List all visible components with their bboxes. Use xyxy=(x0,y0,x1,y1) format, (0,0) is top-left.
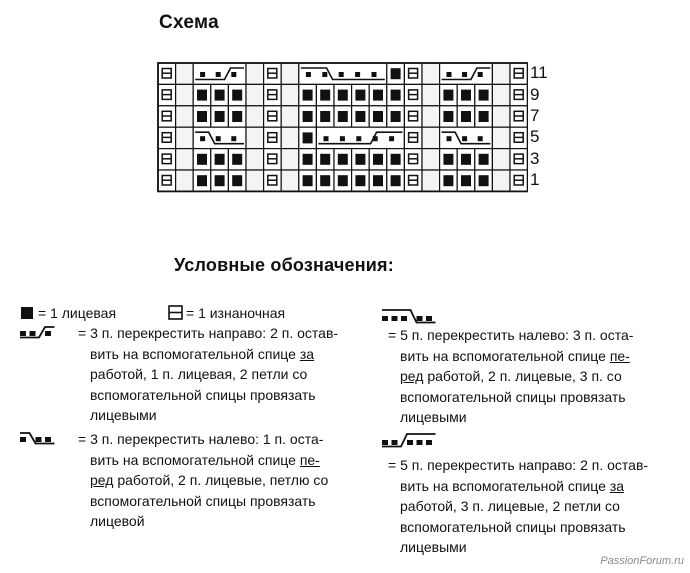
knit-cell-row-7 xyxy=(228,106,246,127)
purl-cell-row-11 xyxy=(510,63,528,84)
knit-cell-row-9 xyxy=(334,84,352,105)
gap-cell-row-1 xyxy=(246,170,264,191)
gap-cell-row-11 xyxy=(492,63,510,84)
knit-cell-row-7 xyxy=(316,106,334,127)
cross3-right-icon xyxy=(18,325,78,346)
gap-cell-row-5 xyxy=(246,127,264,148)
legend-cross3-left: = 3 п. перекрестить налево: 1 п. оста- вить на вспомогательной спице пе- ред работой, 2 п. лицевые, петлю со вспомогательной спицы провязать лицевой xyxy=(78,431,329,529)
cable-cross-c3r-row-11 xyxy=(193,63,246,84)
gap-cell-row-11 xyxy=(422,63,440,84)
legend-cross5-right: = 5 п. перекрестить направо: 2 п. остав- вить на вспомогательной спице за работой, 3 п. лицевые, 2 петли со вспомогательной спицы провязать лицевыми xyxy=(388,457,649,555)
gap-cell-row-5 xyxy=(492,127,510,148)
purl-cell-row-7 xyxy=(264,106,282,127)
knit-cell-row-1 xyxy=(316,170,334,191)
gap-cell-row-3 xyxy=(246,149,264,170)
knit-cell-row-3 xyxy=(334,149,352,170)
row-label-5: 5 xyxy=(530,127,540,146)
purl-cell-row-3 xyxy=(404,149,422,170)
knit-cell-row-9 xyxy=(387,84,405,105)
gap-cell-row-9 xyxy=(176,84,194,105)
knit-cell-row-1 xyxy=(352,170,370,191)
knit-cell-row-9 xyxy=(352,84,370,105)
knit-cell-row-1 xyxy=(334,170,352,191)
knit-cell-row-3 xyxy=(193,149,211,170)
knit-cell-row-3 xyxy=(369,149,387,170)
knit-cell-row-3 xyxy=(316,149,334,170)
purl-cell-row-7 xyxy=(404,106,422,127)
purl-cell-row-1 xyxy=(510,170,528,191)
cable-cross-c5r-row-5 xyxy=(316,127,404,148)
purl-cell-row-5 xyxy=(510,127,528,148)
purl-cell-row-3 xyxy=(158,149,176,170)
cable-cross-c3r-row-11 xyxy=(440,63,493,84)
gap-cell-row-5 xyxy=(281,127,299,148)
legend-purl-text: = 1 изнаночная xyxy=(186,305,286,321)
knit-cell-row-9 xyxy=(228,84,246,105)
purl-cell-row-11 xyxy=(264,63,282,84)
cross5-right-icon xyxy=(380,432,490,455)
knit-cell-row-1 xyxy=(211,170,229,191)
purl-cell-row-11 xyxy=(158,63,176,84)
knit-cell-row-7 xyxy=(440,106,458,127)
gap-cell-row-3 xyxy=(492,149,510,170)
gap-cell-row-1 xyxy=(422,170,440,191)
gap-cell-row-9 xyxy=(281,84,299,105)
knit-cell-row-1 xyxy=(369,170,387,191)
purl-cell-row-1 xyxy=(158,170,176,191)
watermark: PassionForum.ru xyxy=(600,555,684,567)
knit-cell-row-1 xyxy=(440,170,458,191)
knit-cell-row-9 xyxy=(457,84,475,105)
knit-cell-row-3 xyxy=(457,149,475,170)
purl-cell-row-11 xyxy=(404,63,422,84)
gap-cell-row-9 xyxy=(492,84,510,105)
purl-cell-row-5 xyxy=(264,127,282,148)
gap-cell-row-7 xyxy=(176,106,194,127)
knit-cell-row-7 xyxy=(457,106,475,127)
knit-cell-row-7 xyxy=(387,106,405,127)
knit-cell-row-3 xyxy=(228,149,246,170)
knit-cell-row-1 xyxy=(475,170,493,191)
knit-cell-row-7 xyxy=(299,106,317,127)
gap-cell-row-1 xyxy=(281,170,299,191)
purl-cell-row-7 xyxy=(510,106,528,127)
knit-cell-row-7 xyxy=(475,106,493,127)
gap-cell-row-1 xyxy=(492,170,510,191)
knit-cell-row-9 xyxy=(316,84,334,105)
gap-cell-row-5 xyxy=(176,127,194,148)
row-label-1: 1 xyxy=(530,170,540,189)
gap-cell-row-5 xyxy=(422,127,440,148)
gap-cell-row-1 xyxy=(176,170,194,191)
cable-cross-c3l-row-5 xyxy=(193,127,246,148)
purl-cell-row-9 xyxy=(510,84,528,105)
knitting-chart xyxy=(156,61,528,193)
knit-cell-row-3 xyxy=(211,149,229,170)
row-label-11: 11 xyxy=(530,63,548,82)
knit-cell-row-7 xyxy=(334,106,352,127)
knit-cell-row-3 xyxy=(299,149,317,170)
gap-cell-row-9 xyxy=(246,84,264,105)
gap-cell-row-9 xyxy=(422,84,440,105)
knit-cell-row-9 xyxy=(440,84,458,105)
purl-cell-row-3 xyxy=(510,149,528,170)
knit-cell-row-1 xyxy=(193,170,211,191)
gap-cell-row-7 xyxy=(492,106,510,127)
knit-cell-row-3 xyxy=(352,149,370,170)
knit-cell-row-9 xyxy=(211,84,229,105)
purl-cell-row-7 xyxy=(158,106,176,127)
knit-cell-row-7 xyxy=(211,106,229,127)
cross3-left-icon xyxy=(18,431,78,452)
gap-cell-row-3 xyxy=(422,149,440,170)
knit-cell-row-1 xyxy=(457,170,475,191)
knit-cell-row-3 xyxy=(387,149,405,170)
gap-cell-row-11 xyxy=(281,63,299,84)
cable-cross-c3l-row-5 xyxy=(440,127,493,148)
gap-cell-row-7 xyxy=(281,106,299,127)
knit-cell-row-3 xyxy=(475,149,493,170)
legend-cross3-right: = 3 п. перекрестить направо: 2 п. остав- вить на вспомогательной спице за работой, 1 п. лицевая, 2 петли со вспомогательной спицы провязать лицевыми xyxy=(78,325,339,423)
legend-title: Условные обозначения: xyxy=(174,255,394,275)
chart-svg xyxy=(156,61,528,193)
row-label-7: 7 xyxy=(530,106,540,125)
gap-cell-row-7 xyxy=(422,106,440,127)
knit-cell-row-9 xyxy=(369,84,387,105)
legend-knit-text: = 1 лицевая xyxy=(38,305,117,321)
gap-cell-row-7 xyxy=(246,106,264,127)
knit-cell-row-7 xyxy=(369,106,387,127)
knit-cell-row-1 xyxy=(299,170,317,191)
knit-cell-row-9 xyxy=(193,84,211,105)
knit-cell-row-11 xyxy=(387,63,405,84)
purl-cell-row-9 xyxy=(264,84,282,105)
knit-cell-row-3 xyxy=(440,149,458,170)
legend-knit-icon xyxy=(20,306,34,325)
cable-cross-c5l-row-11 xyxy=(299,63,387,84)
knit-cell-row-5 xyxy=(299,127,317,148)
purl-cell-row-5 xyxy=(158,127,176,148)
knit-cell-row-7 xyxy=(193,106,211,127)
gap-cell-row-11 xyxy=(176,63,194,84)
gap-cell-row-3 xyxy=(176,149,194,170)
row-label-3: 3 xyxy=(530,149,540,168)
knit-cell-row-9 xyxy=(299,84,317,105)
knit-cell-row-1 xyxy=(228,170,246,191)
schema-title: Схема xyxy=(159,12,220,33)
purl-cell-row-1 xyxy=(264,170,282,191)
knit-cell-row-1 xyxy=(387,170,405,191)
purl-cell-row-3 xyxy=(264,149,282,170)
gap-cell-row-11 xyxy=(246,63,264,84)
row-label-9: 9 xyxy=(530,85,540,104)
gap-cell-row-3 xyxy=(281,149,299,170)
purl-cell-row-9 xyxy=(158,84,176,105)
knit-cell-row-9 xyxy=(475,84,493,105)
purl-cell-row-5 xyxy=(404,127,422,148)
legend-cross5-left: = 5 п. перекрестить налево: 3 п. оста- вить на вспомогательной спице пе- ред работой, 2 п. лицевые, 3 п. со вспомогательной спицы провязать лицевыми xyxy=(388,327,634,425)
purl-cell-row-1 xyxy=(404,170,422,191)
knit-cell-row-7 xyxy=(352,106,370,127)
purl-cell-row-9 xyxy=(404,84,422,105)
